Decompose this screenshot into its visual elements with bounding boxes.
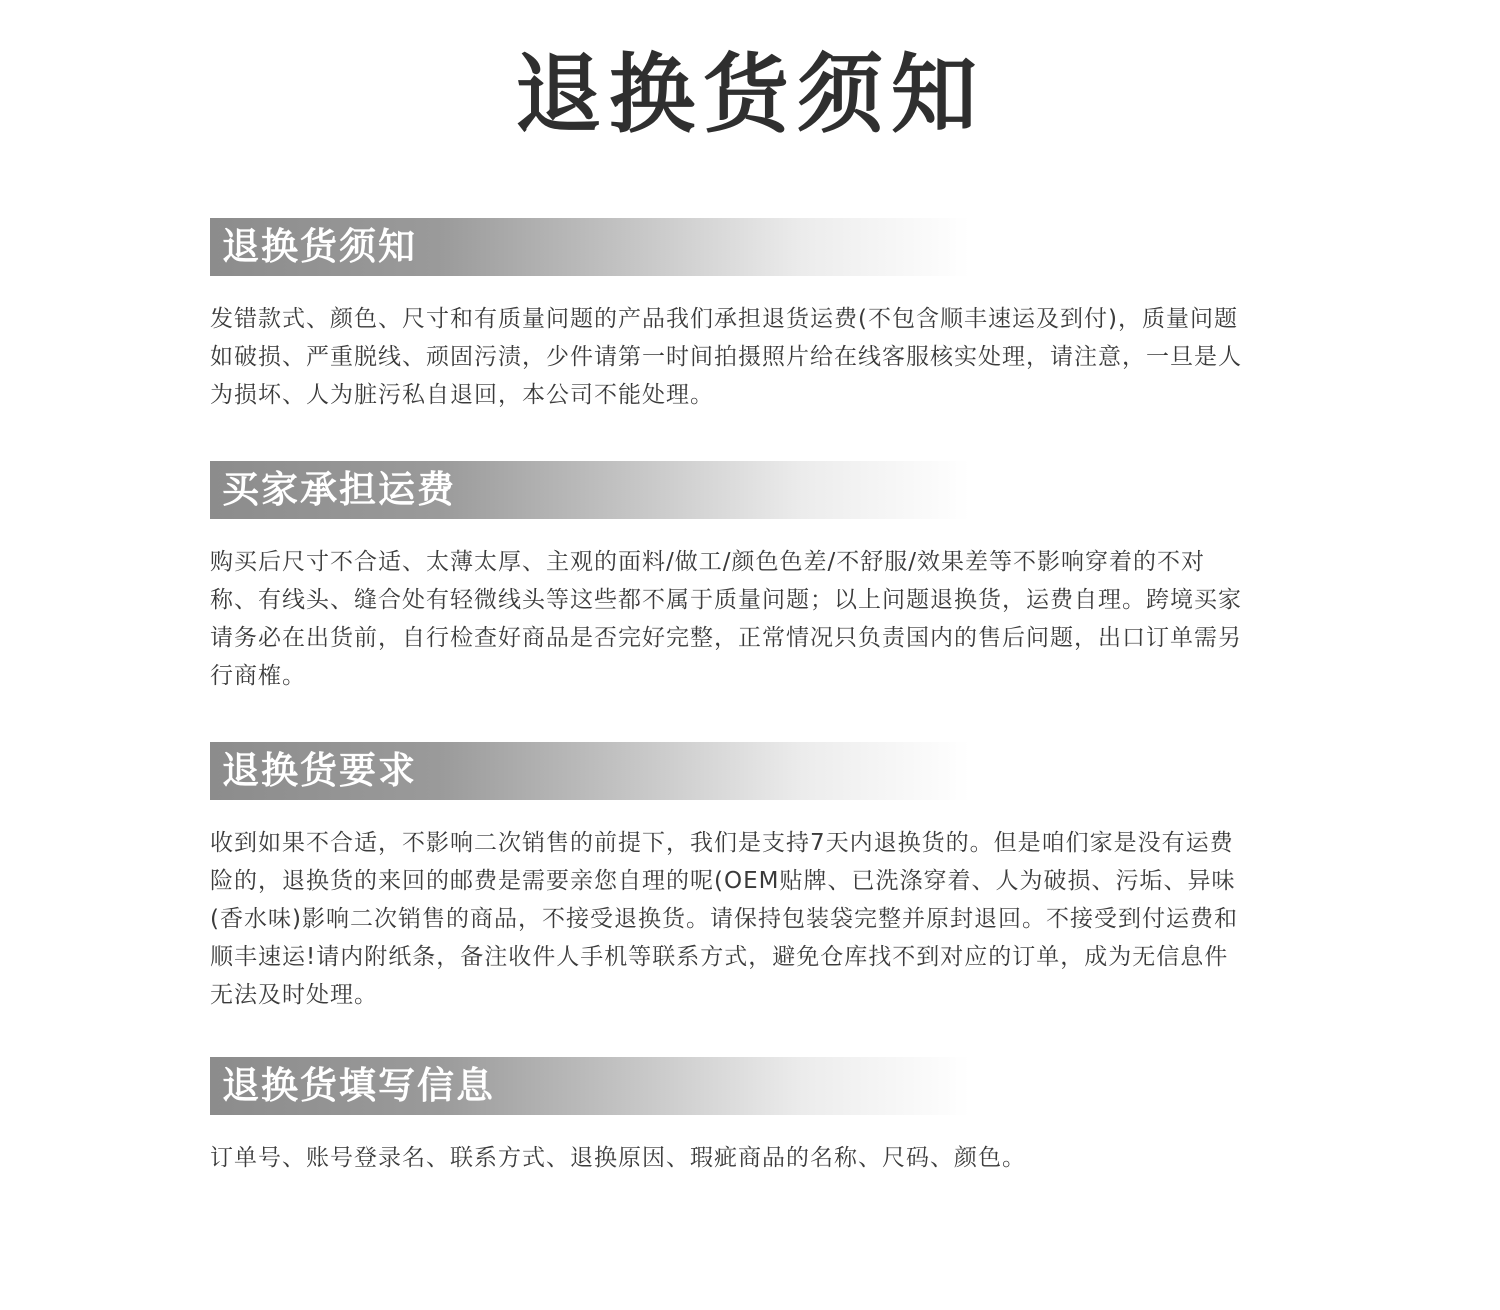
section-header-bar [210, 742, 970, 800]
section-heading: 退换货须知 [222, 225, 417, 268]
section-return-info [210, 1057, 1270, 1177]
section-body: 收到如果不合适，不影响二次销售的前提下，我们是支持7天内退换货的。但是咱们家是没有运费险的，退换货的来回的邮费是需要亲您自理的呢(OEM贴牌、已洗涤穿着、人为破损、污垢、异味(香水味)影响二次销售的商品，不接受退换货。请保持包装袋完整并原封退回。不接受到付运费和顺丰速运!请内附纸条，备注收件人手机等联系方式，避免仓库找不到对应的订单，成为无信息件无法及时处理。 [210, 830, 1238, 1008]
section-header-bar [210, 1057, 970, 1115]
section-body: 订单号、账号登录名、联系方式、退换原因、瑕疵商品的名称、尺码、颜色。 [210, 1145, 1026, 1171]
section-return-notice [210, 218, 1270, 414]
section-heading: 买家承担运费 [222, 468, 456, 511]
section-body: 发错款式、颜色、尺寸和有质量问题的产品我们承担退货运费(不包含顺丰速运及到付)，质量问题如破损、严重脱线、顽固污渍，少件请第一时间拍摄照片给在线客服核实处理，请注意，一旦是人为损坏、人为脏污私自退回，本公司不能处理。 [210, 306, 1242, 408]
section-return-requirements [210, 742, 1270, 1014]
section-buyer-shipping [210, 461, 1270, 695]
section-header-bar [210, 218, 970, 276]
page-title: 退换货须知 [515, 45, 985, 145]
section-body: 购买后尺寸不合适、太薄太厚、主观的面料/做工/颜色色差/不舒服/效果差等不影响穿着的不对称、有线头、缝合处有轻微线头等这些都不属于质量问题；以上问题退换货，运费自理。跨境买家请务必在出货前，自行检查好商品是否完好完整，正常情况只负责国内的售后问题，出口订单需另行商榷。 [210, 549, 1242, 689]
section-heading: 退换货填写信息 [222, 1064, 495, 1107]
section-header-bar [210, 461, 970, 519]
section-heading: 退换货要求 [222, 749, 417, 792]
